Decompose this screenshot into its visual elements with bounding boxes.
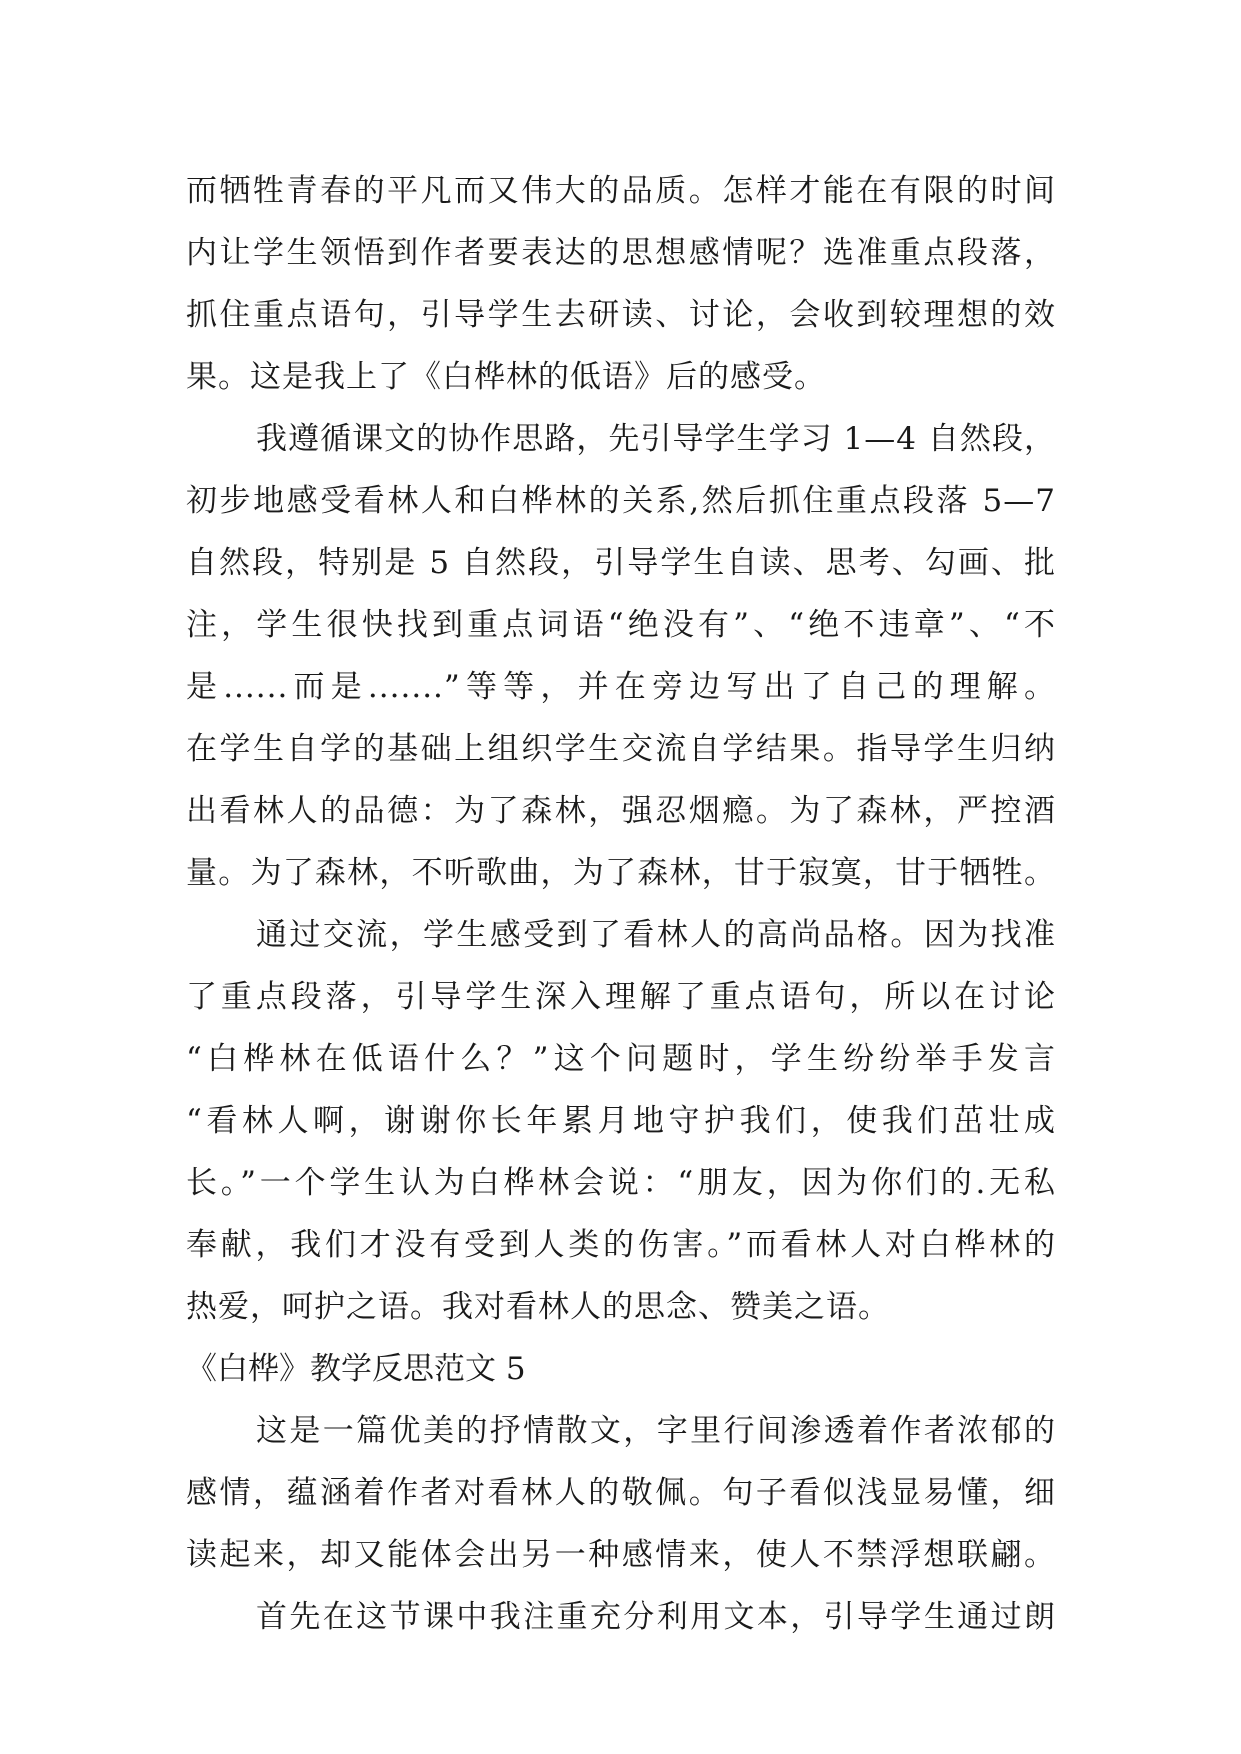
text-line: 而牺牲青春的平凡而又伟大的品质。怎样才能在有限的时间 — [186, 173, 1056, 209]
text-line: 在学生自学的基础上组织学生交流自学结果。指导学生归纳 — [186, 731, 1056, 767]
paragraph-first-line: 首先在这节课中我注重充分利用文本，引导学生通过朗 — [256, 1599, 1056, 1635]
paragraph-first-line: 这是一篇优美的抒情散文，字里行间渗透着作者浓郁的 — [256, 1413, 1056, 1449]
text-line: 长。”一个学生认为白桦林会说：“朋友，因为你们的.无私 — [186, 1165, 1056, 1201]
text-line: 自然段，特别是 5 自然段，引导学生自读、思考、勾画、批 — [186, 545, 1056, 581]
paragraph-first-line: 我遵循课文的协作思路，先引导学生学习 1—4 自然段， — [256, 421, 1056, 457]
text-line: “看林人啊，谢谢你长年累月地守护我们，使我们茁壮成 — [186, 1103, 1056, 1139]
text-line: 出看林人的品德：为了森林，强忍烟瘾。为了森林，严控酒 — [186, 793, 1056, 829]
text-line: 果。这是我上了《白桦林的低语》后的感受。 — [186, 359, 826, 395]
text-line: 量。为了森林，不听歌曲，为了森林，甘于寂寞，甘于牺牲。 — [186, 855, 1056, 891]
text-line: 奉献，我们才没有受到人类的伤害。”而看林人对白桦林的 — [186, 1227, 1056, 1263]
text-line: 热爱，呵护之语。我对看林人的思念、赞美之语。 — [186, 1289, 890, 1325]
text-line: 注，学生很快找到重点词语“绝没有”、“绝不违章”、“不 — [186, 607, 1056, 643]
text-line: 感情，蕴涵着作者对看林人的敬佩。句子看似浅显易懂，细 — [186, 1475, 1056, 1511]
text-line: 读起来，却又能体会出另一种感情来，使人不禁浮想联翩。 — [186, 1537, 1056, 1573]
text-line: 是......而是.......”等等，并在旁边写出了自己的理解。 — [186, 669, 1056, 705]
text-line: “白桦林在低语什么？”这个问题时，学生纷纷举手发言 — [186, 1041, 1056, 1077]
section-heading: 《白桦》教学反思范文 5 — [186, 1351, 526, 1387]
text-line: 初步地感受看林人和白桦林的关系,然后抓住重点段落 5—7 — [186, 483, 1056, 519]
paragraph-first-line: 通过交流，学生感受到了看林人的高尚品格。因为找准 — [256, 917, 1056, 953]
text-line: 了重点段落，引导学生深入理解了重点语句，所以在讨论 — [186, 979, 1056, 1015]
text-line: 抓住重点语句，引导学生去研读、讨论，会收到较理想的效 — [186, 297, 1056, 333]
text-line: 内让学生领悟到作者要表达的思想感情呢？选准重点段落， — [186, 235, 1056, 271]
